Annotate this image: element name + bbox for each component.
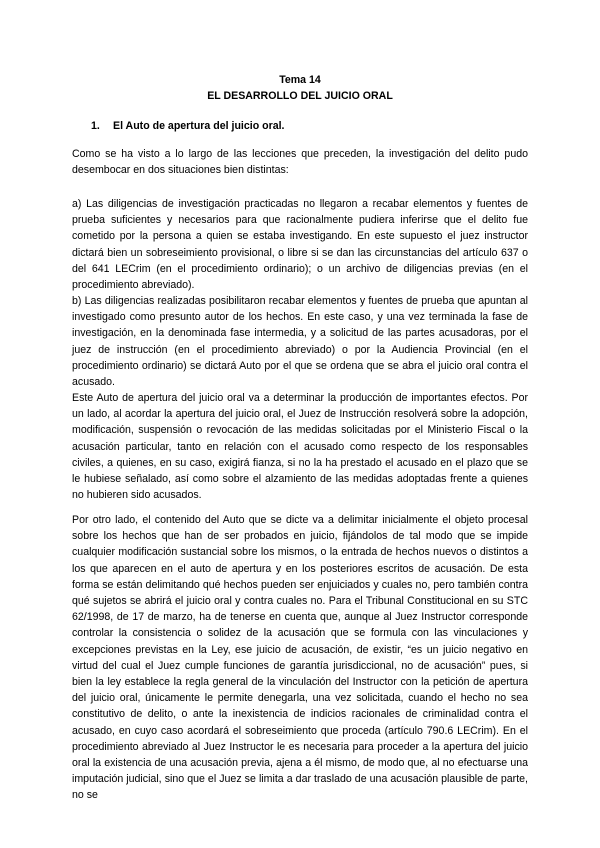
paragraph-object: Por otro lado, el contenido del Auto que se dicte va a delimitar inicialmente el objeto procesal sobre los hechos que han de ser probados en juicio, fijándolos de tal modo que se impide cualquier modificación sustancial sobre los mismos, o la entrada de hechos nuevos o distintos a los que aparecen en el auto de apertura y en los posteriores escritos de acusación. De esta forma se están delimitando qué hechos pueden ser enjuiciados y cuales no, pero también contra qué sujetos se abrirá el juicio oral y contra cuales no. Para el Tribunal Constitucional en su STC 62/1998, de 17 de marzo, ha de tenerse en cuenta que, aunque al Juez Instructor corresponde controlar la consistencia o solidez de la acusación que se formula con las vinculaciones y excepciones previstas en la Ley, ese juicio de acusación, de existir, “es un juicio negativo en virtud del cual el Juez cumple funciones de garantía jurisdiccional, no de acusación” pues, si bien la ley establece la regla general de la vinculación del Instructor con la petición de apertura del juicio oral, únicamente le permite denegarla, una vez solicitada, cuando el hecho no sea constitutivo de delito, o ante la inexistencia de indicios racionales de criminalidad contra el acusado, en cuyo caso acordará el sobreseimiento que proceda (artículo 790.6 LECrim). En el procedimiento abreviado al Juez Instructor le es necesaria para proceder a la apertura del juicio oral la existencia de una acusación previa, ajena a él mismo, de modo que, al no efectuarse una imputación judicial, sino que el Juez se limita a dar traslado de una acusación plausible de parte, no se — [72, 514, 528, 802]
paragraph-intro: Como se ha visto a lo largo de las lecciones que preceden, la investigación del delito pudo desembocar en dos situaciones bien distintas: — [72, 148, 528, 177]
paragraph-case-a: a) Las diligencias de investigación practicadas no llegaron a recabar elementos y fuentes de prueba suficientes y necesarios para que racionalmente pudiera inferirse que el delito fue cometido por la persona a quien se estaba investigando. En este supuesto el juez instructor dictará bien un sobreseimiento provisional, o libre si se dan las circunstancias del artículo 637 o del 641 LECrim (en el procedimiento ordinario); o un archivo de diligencias previas (en el procedimiento abreviado). — [72, 198, 528, 292]
topic-heading: Tema 14 — [279, 74, 321, 86]
paragraph-case-b: b) Las diligencias realizadas posibilitaron recabar elementos y fuentes de prueba que apuntan al investigado como presunto autor de los hechos. En este caso, y una vez terminada la fase de investigación, en la denominada fase intermedia, y a solicitud de las partes acusadoras, por el juez de instrucción (en el procedimiento abreviado) o por la Audiencia Provincial (en el procedimiento ordinario) se dictará Auto por el que se ordena que se abra el juicio oral contra el acusado. — [72, 295, 528, 389]
section-heading — [91, 118, 285, 134]
chapter-title: EL DESARROLLO DEL JUICIO ORAL — [207, 90, 393, 102]
section-number: 1. — [91, 120, 100, 132]
paragraph-effects: Este Auto de apertura del juicio oral va a determinar la producción de importantes efectos. Por un lado, al acordar la apertura del juicio oral, el Juez de Instrucción resolverá sobre la adopción, modificación, suspensión o revocación de las medidas solicitadas por el Ministerio Fiscal o la acusación particular, tanto en relación con el acusado como respecto de los responsables civiles, a quienes, en su caso, exigirá fianza, si no la ha prestado el acusado en el plazo que se le hubiese señalado, así como sobre el alzamiento de las medidas adoptadas frente a quienes no hubieren sido acusados. — [72, 392, 528, 502]
section-title: El Auto de apertura del juicio oral. — [113, 120, 285, 132]
